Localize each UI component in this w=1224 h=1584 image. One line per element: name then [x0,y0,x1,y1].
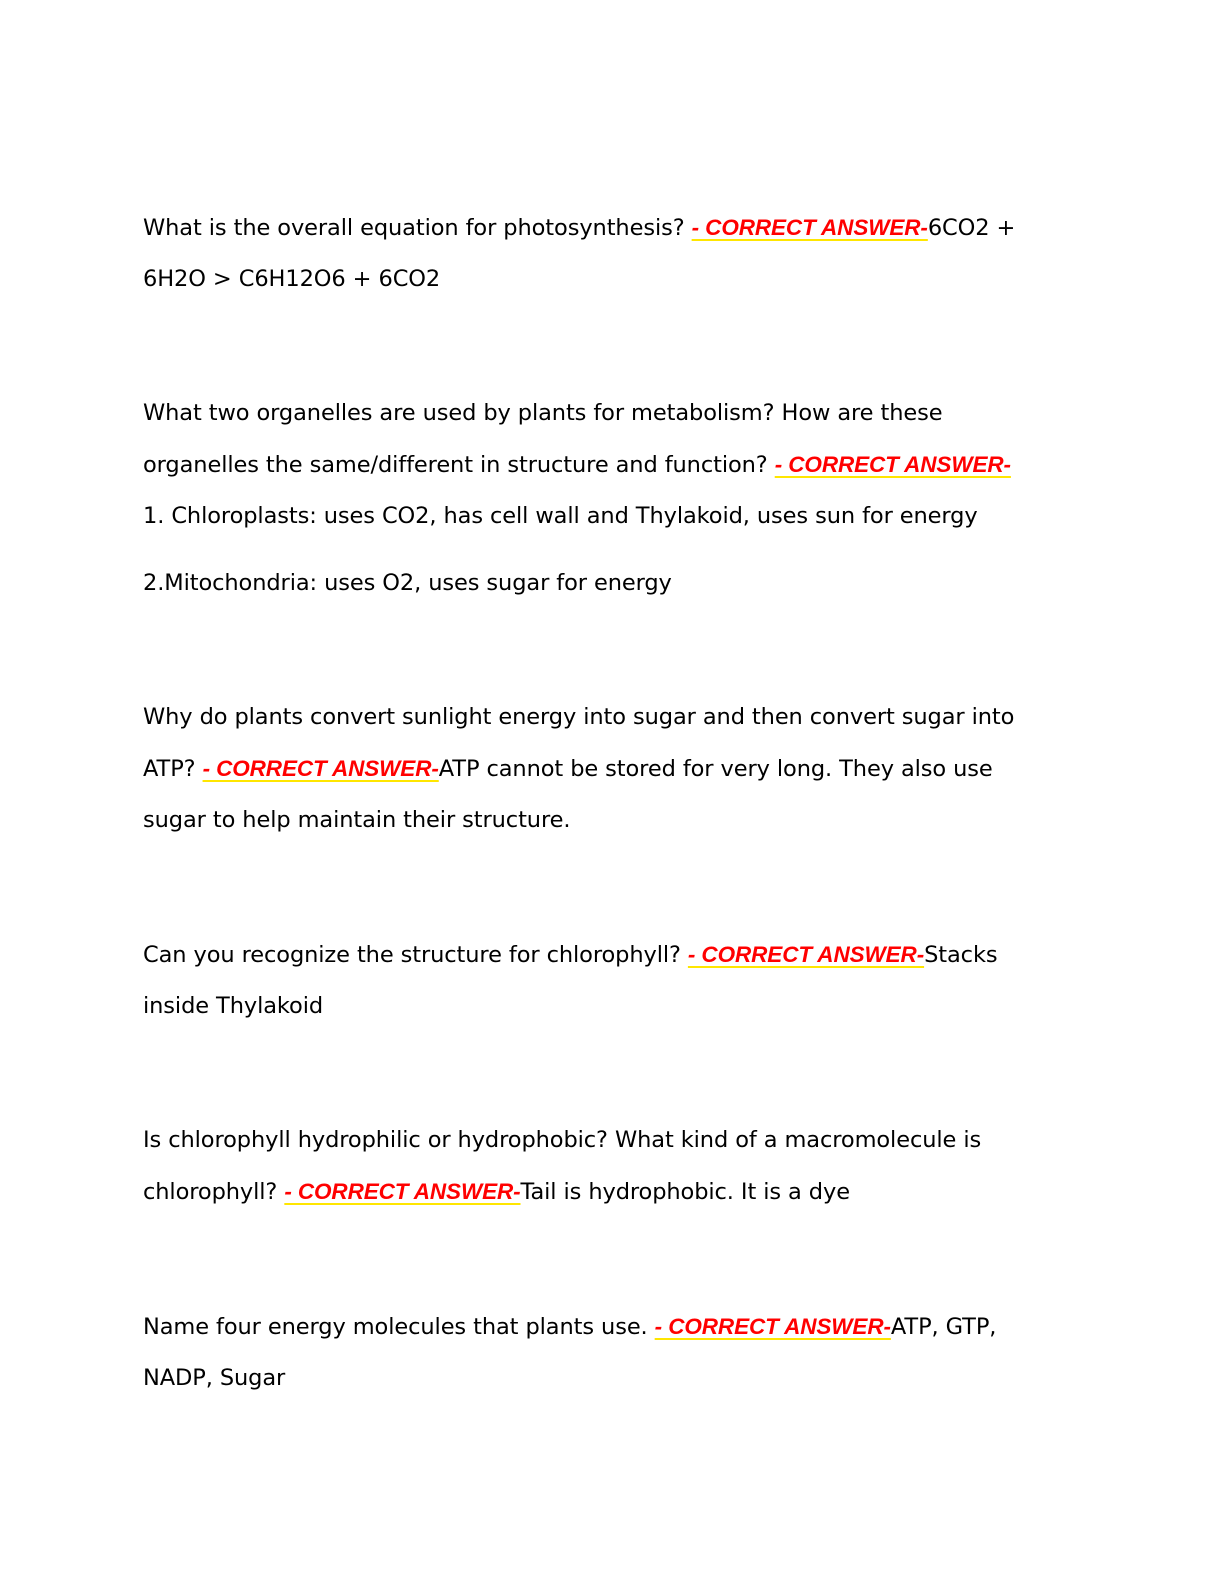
correct-answer-tag: - CORRECT ANSWER- [202,756,439,781]
spacer [143,542,1073,558]
correct-answer-tag: - CORRECT ANSWER- [774,452,1011,477]
question-text: organelles the same/different in structure and function? [143,452,775,478]
answer-text: sugar to help maintain their structure. [143,807,571,833]
question-line [143,202,1073,254]
answer-text: NADP, Sugar [143,1365,286,1391]
qa-content [143,202,1073,1404]
question-text: Can you recognize the structure for chlorophyll? [143,942,688,968]
answer-text: Tail is hydrophobic. It is a dye [520,1179,850,1205]
question-line [143,1115,1073,1166]
answer-text: inside Thylakoid [143,993,324,1019]
answer-text: 1. Chloroplasts: uses CO2, has cell wall and Thylakoid, uses sun for energy [143,503,978,529]
question-line [143,929,1073,981]
answer-text: ATP cannot be stored for very long. They also use [438,756,993,782]
question-line [143,1166,1073,1218]
qa-item-energy-molecules [143,1301,1073,1404]
question-text: Is chlorophyll hydrophilic or hydrophobic? What kind of a macromolecule is [143,1127,982,1153]
answer-text: 2.Mitochondria: uses O2, uses sugar for energy [143,570,672,596]
spacer [143,609,1073,692]
question-text: chlorophyll? [143,1179,285,1205]
question-line [143,692,1073,743]
question-text: Why do plants convert sunlight energy into sugar and then convert sugar into [143,704,1015,730]
spacer [143,846,1073,929]
correct-answer-tag: - CORRECT ANSWER- [687,942,925,967]
question-line [143,439,1073,491]
spacer [143,1218,1073,1301]
answer-text: 6H2O > C6H12O6 + 6CO2 [143,266,441,292]
correct-answer-tag: - CORRECT ANSWER- [691,215,928,240]
question-text: Name four energy molecules that plants use. [143,1314,655,1340]
correct-answer-tag: - CORRECT ANSWER- [284,1179,521,1204]
answer-line [143,558,1073,609]
qa-item-chlorophyll-structure [143,929,1073,1032]
question-text: ATP? [143,756,203,782]
question-text: What two organelles are used by plants for metabolism? How are these [143,400,943,426]
answer-text: ATP, GTP, [890,1314,997,1340]
spacer [143,1032,1073,1115]
answer-line [143,981,1073,1032]
question-line [143,388,1073,439]
question-text: What is the overall equation for photosynthesis? [143,215,692,241]
answer-line [143,795,1073,846]
answer-line [143,254,1073,305]
qa-item-photosynthesis-equation [143,202,1073,305]
answer-text: 6CO2 + [927,215,1016,241]
question-line [143,1301,1073,1353]
answer-text: Stacks [924,942,998,968]
answer-line [143,1353,1073,1404]
qa-item-organelles [143,388,1073,609]
spacer [143,305,1073,388]
answer-line [143,491,1073,542]
qa-item-sugar-atp [143,692,1073,846]
qa-item-chlorophyll-hydrophobic [143,1115,1073,1218]
correct-answer-tag: - CORRECT ANSWER- [654,1314,891,1339]
question-line [143,743,1073,795]
